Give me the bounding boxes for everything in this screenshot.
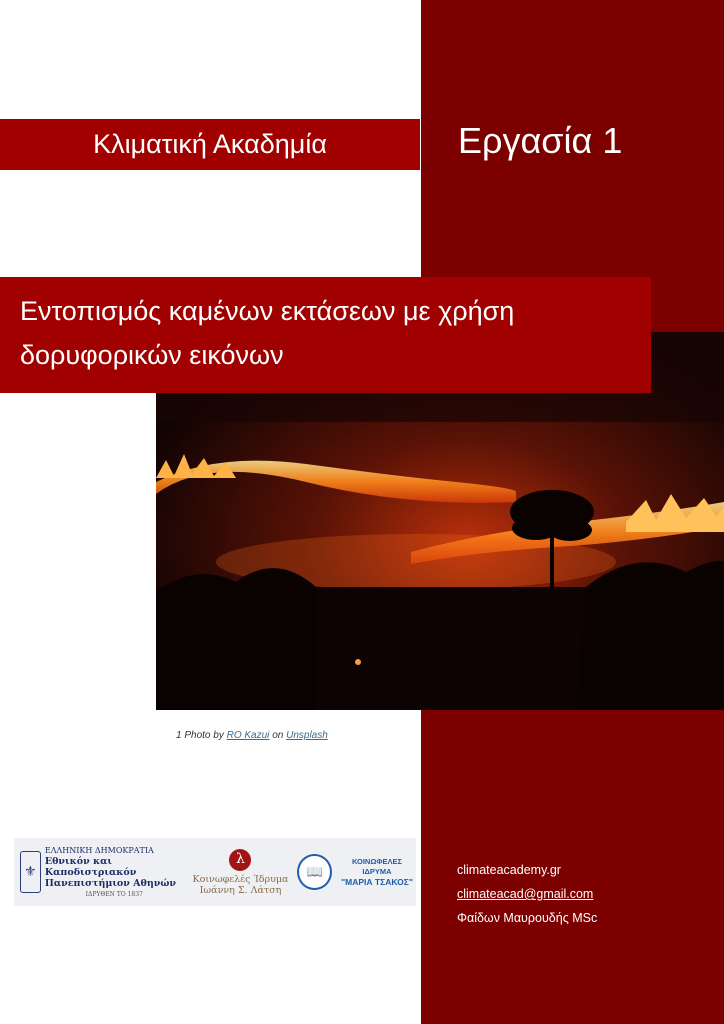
author-name: Φαίδων Μαυρουδής MSc (457, 911, 598, 925)
caption-on: on (272, 730, 284, 741)
latsis-logo (184, 849, 298, 896)
lambda-icon: λ (229, 849, 251, 871)
uoa-line-1: ΕΛΛΗΝΙΚΗ ΔΗΜΟΚΡΑΤΙΑ (44, 845, 154, 855)
academy-label: Κλιματική Ακαδημία (93, 129, 327, 159)
title-line-2: δορυφορικών εικόνων (20, 340, 284, 370)
photo-caption (176, 730, 328, 741)
email-link[interactable]: climateacad@gmail.com (457, 887, 594, 901)
assignment-label: Εργασία 1 (458, 120, 623, 161)
tsakos-logo (297, 854, 416, 890)
assignment-heading (421, 118, 724, 164)
sponsor-logos (14, 838, 416, 906)
website-link[interactable]: climateacademy.gr (457, 863, 561, 877)
caption-photo-by: Photo by (184, 730, 224, 741)
caption-number: 1 (176, 730, 182, 741)
academy-banner (0, 119, 420, 170)
author-link[interactable]: RO Kazui (226, 730, 270, 741)
uoa-line-2: Εθνικόν και Καποδιστριακόν (44, 855, 137, 878)
uoa-line-4: ΙΔΡΥΘΕΝ ΤΟ 1837 (85, 890, 143, 898)
tsakos-line-1: ΚΟΙΝΩΦΕΛΕΣ ΙΔΡΥΜΑ (351, 857, 403, 876)
uoa-logo (20, 845, 184, 900)
tsakos-line-2: "ΜΑΡΙΑ ΤΣΑΚΟΣ" (341, 877, 413, 887)
uoa-line-3: Πανεπιστήμιον Αθηνών (44, 877, 176, 889)
book-icon: 📖 (297, 854, 332, 890)
contact-info (457, 858, 597, 930)
latsis-line-2: Ιωάννη Σ. Λάτση (199, 884, 282, 896)
document-title (0, 277, 651, 393)
uoa-seal-icon: ⚜ (20, 851, 41, 893)
unsplash-link[interactable]: Unsplash (286, 730, 328, 741)
latsis-line-1: Κοινωφελές Ίδρυμα (192, 873, 289, 885)
title-line-1: Εντοπισμός καμένων εκτάσεων με χρήση (20, 296, 515, 326)
